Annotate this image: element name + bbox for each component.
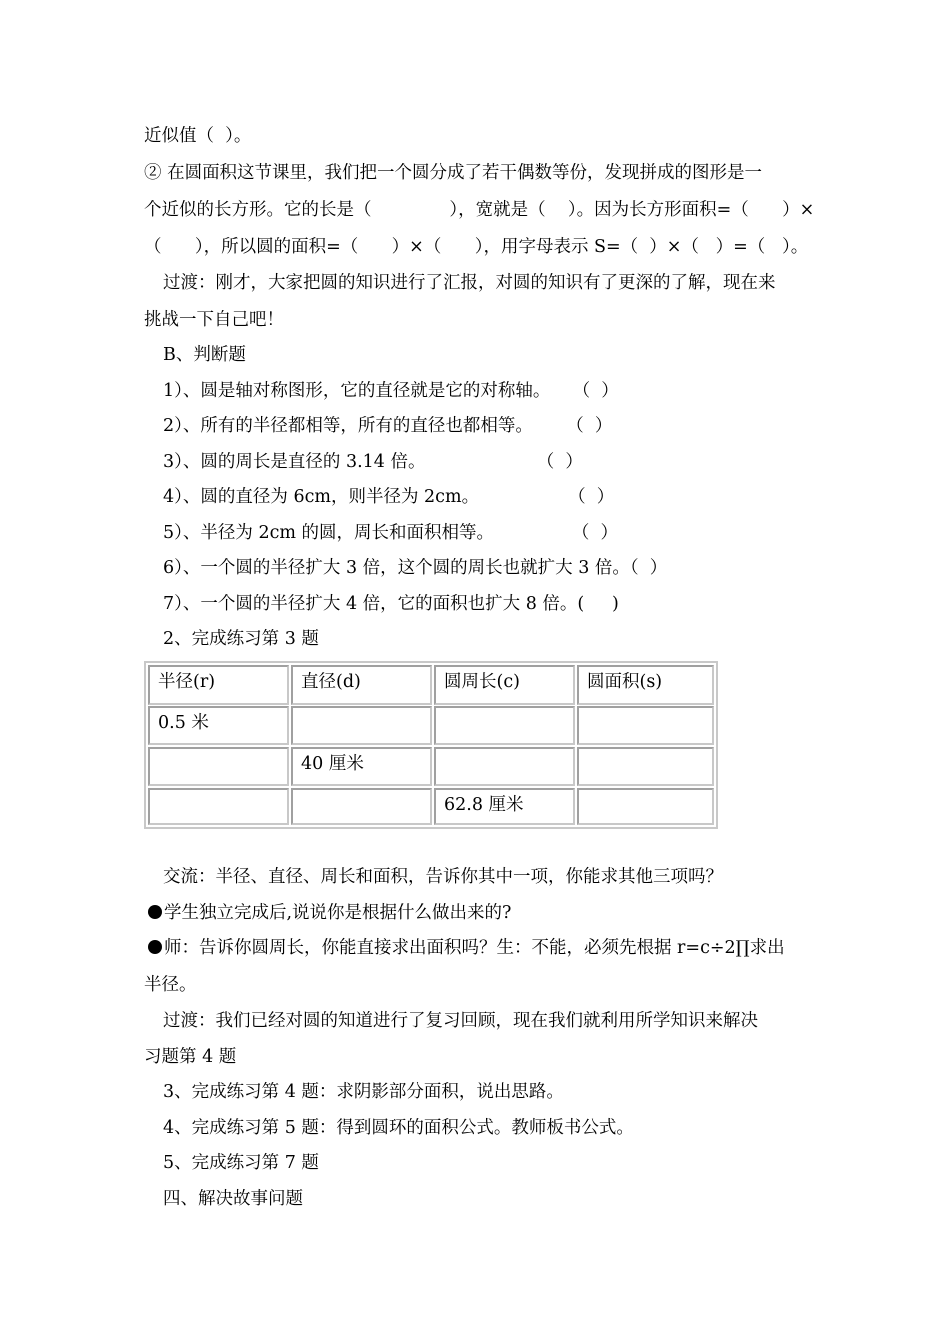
judgement-question: 2）、所有的半径都相等，所有的直径也都相等。 （ ） <box>163 416 613 436</box>
bullet-icon <box>148 905 162 919</box>
text-line: 过渡：刚才，大家把圆的知识进行了汇报，对圆的知识有了更深的了解，现在来 <box>163 273 776 293</box>
table-header-cell: 圆周长(c) <box>434 665 575 705</box>
bullet-text: 学生独立完成后,说说你是根据什么做出来的? <box>164 903 512 923</box>
judgement-question: 3）、圆的周长是直径的 3.14 倍。 （ ） <box>163 452 583 472</box>
exercise-item: 5、完成练习第 7 题 <box>163 1153 319 1173</box>
table-header-cell: 直径(d) <box>291 665 432 705</box>
exercise-item: 4、完成练习第 5 题：得到圆环的面积公式。教师板书公式。 <box>163 1118 634 1138</box>
bullet-item <box>148 937 785 959</box>
table-header-cell: 圆面积(s) <box>577 665 714 705</box>
table-cell: 40 厘米 <box>291 747 432 786</box>
text-line: 交流：半径、直径、周长和面积，告诉你其中一项，你能求其他三项吗？ <box>163 867 723 887</box>
judgement-question: 7）、一个圆的半径扩大 4 倍，它的面积也扩大 8 倍。( ) <box>163 594 619 614</box>
section-heading: B、判断题 <box>163 345 246 365</box>
bullet-icon <box>148 940 162 954</box>
text-line: 个近似的长方形。它的长是（ ），宽就是（ ）。因为长方形面积=（ ）× <box>144 200 815 220</box>
section-heading: 四、解决故事问题 <box>163 1189 303 1209</box>
table-cell <box>291 788 432 825</box>
table-cell <box>577 747 714 786</box>
exercise-item: 3、完成练习第 4 题：求阴影部分面积，说出思路。 <box>163 1082 564 1102</box>
table-cell: 0.5 米 <box>148 706 289 745</box>
table-cell <box>148 747 289 786</box>
table-cell <box>577 706 714 745</box>
text-line: 近似值（ ）。 <box>144 126 252 146</box>
text-line: 习题第 4 题 <box>144 1047 237 1067</box>
text-line: （ ），所以圆的面积=（ ）×（ ），用字母表示 S=（ ）×（ ）=（ ）。 <box>144 237 809 257</box>
bullet-item <box>148 902 511 924</box>
table-cell <box>434 706 575 745</box>
bullet-text: 师：告诉你圆周长，你能直接求出面积吗？生：不能，必须先根据 r=c÷2∏求出 <box>164 938 785 958</box>
judgement-question: 6）、一个圆的半径扩大 3 倍，这个圆的周长也就扩大 3 倍。（ ） <box>163 558 668 578</box>
table-header-cell: 半径(r) <box>148 665 289 705</box>
text-line: 过渡：我们已经对圆的知道进行了复习回顾，现在我们就利用所学知识来解决 <box>163 1011 758 1031</box>
table-cell <box>148 788 289 825</box>
text-line: ② 在圆面积这节课里，我们把一个圆分成了若干偶数等份，发现拼成的图形是一 <box>144 163 763 183</box>
judgement-question: 4）、圆的直径为 6cm，则半径为 2cm。 （ ） <box>163 487 615 507</box>
table-cell <box>434 747 575 786</box>
circle-table <box>144 661 718 829</box>
judgement-question: 5）、半径为 2cm 的圆，周长和面积相等。 （ ） <box>163 523 619 543</box>
judgement-question: 1）、圆是轴对称图形，它的直径就是它的对称轴。 （ ） <box>163 381 619 401</box>
exercise-heading: 2、完成练习第 3 题 <box>163 629 319 649</box>
table-cell <box>291 706 432 745</box>
table-cell: 62.8 厘米 <box>434 788 575 825</box>
text-line: 半径。 <box>144 975 197 995</box>
table-cell <box>577 788 714 825</box>
text-line: 挑战一下自己吧！ <box>144 310 284 330</box>
